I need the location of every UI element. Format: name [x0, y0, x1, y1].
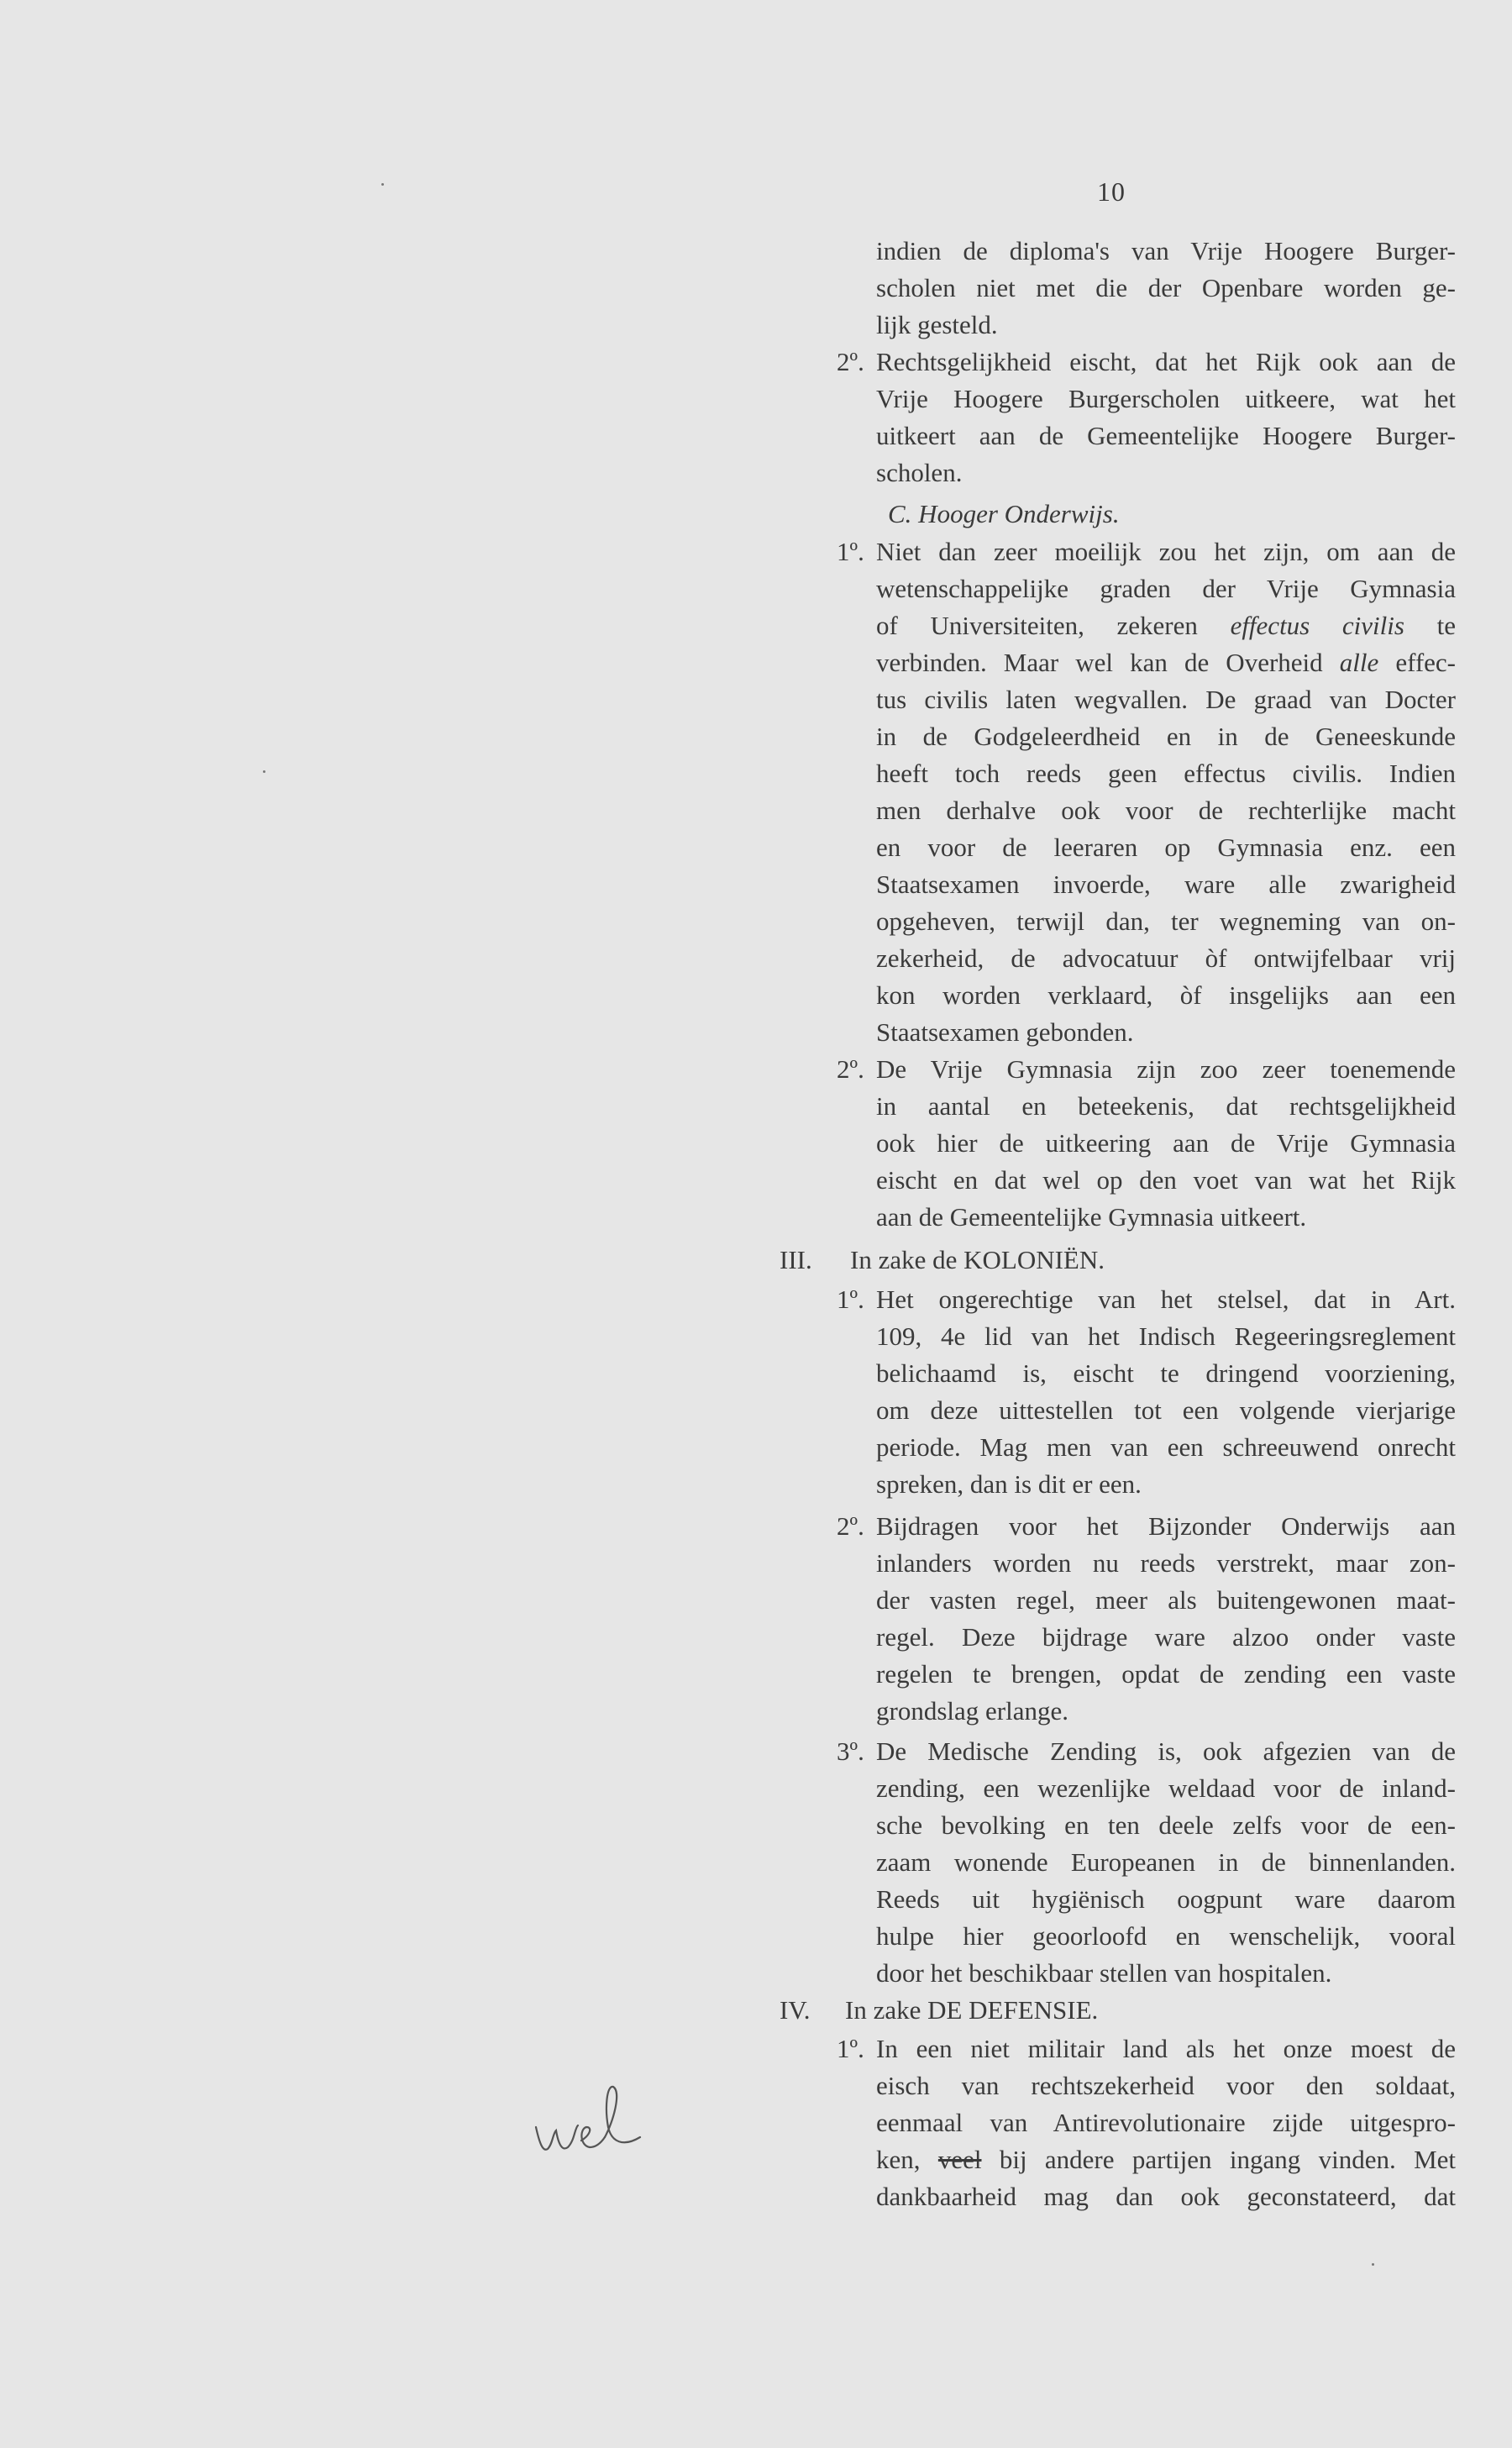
- section-title: In zake de KOLONIËN.: [850, 1245, 1105, 1274]
- paper-speck: [263, 770, 265, 773]
- paper-speck: [381, 183, 384, 186]
- text-line: men derhalve ook voor de rechterlijke macht: [876, 796, 1456, 825]
- text-line: eischt en dat wel op den voet van wat het Rijk: [876, 1165, 1456, 1195]
- text-line: heeft toch reeds geen effectus civilis. Indien: [876, 759, 1456, 788]
- text-line: eenmaal van Antirevolutionaire zijde uitgespro-: [876, 2108, 1456, 2137]
- text-line: in aantal en beteekenis, dat rechtsgelijkheid: [876, 1091, 1456, 1121]
- section-number: IV.: [780, 1995, 811, 2025]
- text-line: De Vrije Gymnasia zijn zoo zeer toenemende: [876, 1054, 1456, 1084]
- text-line: zending, een wezenlijke weldaad voor de inland-: [876, 1773, 1456, 1803]
- text-line: Staatsexamen gebonden.: [876, 1017, 1134, 1047]
- item-number: 3º.: [837, 1736, 864, 1766]
- handwritten-margin-note: [531, 2075, 648, 2167]
- item-number: 1º.: [837, 1284, 864, 1314]
- text-line: regelen te brengen, opdat de zending een vaste: [876, 1659, 1456, 1689]
- item-number: 2º.: [837, 347, 864, 376]
- text-line strikethrough-line: ken, veel bij andere partijen ingang vinden. Met: [876, 2145, 1456, 2174]
- text-line: Staatsexamen invoerde, ware alle zwarigheid: [876, 869, 1456, 899]
- text-line: door het beschikbaar stellen van hospitalen.: [876, 1958, 1332, 1988]
- text-line: Reeds uit hygiënisch oogpunt ware daarom: [876, 1884, 1456, 1914]
- paper-speck: [1372, 2263, 1374, 2266]
- text-line: Bijdragen voor het Bijzonder Onderwijs aan: [876, 1511, 1456, 1541]
- text-line: en voor de leeraren op Gymnasia enz. een: [876, 833, 1456, 862]
- text-line: lijk gesteld.: [876, 310, 998, 339]
- text-line: belichaamd is, eischt te dringend voorziening,: [876, 1358, 1456, 1388]
- text-line: eisch van rechtszekerheid voor den soldaat,: [876, 2071, 1456, 2100]
- item-number: 2º.: [837, 1054, 864, 1084]
- text-line: scholen.: [876, 458, 963, 487]
- text-line: periode. Mag men van een schreeuwend onrecht: [876, 1432, 1456, 1462]
- text-line: Rechtsgelijkheid eischt, dat het Rijk ook aan de: [876, 347, 1456, 376]
- text-line: inlanders worden nu reeds verstrekt, maar zon-: [876, 1548, 1456, 1578]
- section-number: III.: [780, 1245, 812, 1274]
- text-line: hulpe hier geoorloofd en wenschelijk, vooral: [876, 1921, 1456, 1951]
- text-line: wetenschappelijke graden der Vrije Gymnasia: [876, 574, 1456, 603]
- text-line: Vrije Hoogere Burgerscholen uitkeere, wat het: [876, 384, 1456, 413]
- text-line: spreken, dan is dit er een.: [876, 1469, 1142, 1499]
- page-number: 10: [1097, 176, 1126, 207]
- text-line: ook hier de uitkeering aan de Vrije Gymnasia: [876, 1128, 1456, 1158]
- section-title: In zake DE DEFENSIE.: [845, 1995, 1099, 2025]
- text-line: scholen niet met die der Openbare worden ge-: [876, 273, 1456, 302]
- text-line: De Medische Zending is, ook afgezien van de: [876, 1736, 1456, 1766]
- text-line: verbinden. Maar wel kan de Overheid alle effec-: [876, 648, 1457, 677]
- text-line: der vasten regel, meer als buitengewonen maat-: [876, 1585, 1456, 1615]
- text-line: tus civilis laten wegvallen. De graad van Docter: [876, 685, 1456, 714]
- section-heading: C. Hooger Onderwijs.: [888, 499, 1120, 528]
- text-line: in de Godgeleerdheid en in de Geneeskunde: [876, 722, 1456, 751]
- text-line: regel. Deze bijdrage ware alzoo onder vaste: [876, 1622, 1456, 1652]
- text-line: opgeheven, terwijl dan, ter wegneming van on-: [876, 906, 1456, 936]
- text-line: sche bevolking en ten deele zelfs voor de een-: [876, 1810, 1456, 1840]
- text-line: 109, 4e lid van het Indisch Regeeringsreglement: [876, 1321, 1456, 1351]
- text-line: kon worden verklaard, òf insgelijks aan een: [876, 980, 1456, 1010]
- item-number: 1º.: [837, 537, 864, 566]
- text-line: uitkeert aan de Gemeentelijke Hoogere Burger-: [876, 421, 1456, 450]
- text-line: zaam wonende Europeanen in de binnenlanden.: [876, 1847, 1456, 1877]
- item-number: 2º.: [837, 1511, 864, 1541]
- text-line: grondslag erlange.: [876, 1696, 1068, 1726]
- text-line: zekerheid, de advocatuur òf ontwijfelbaar vrij: [876, 943, 1456, 973]
- text-line: of Universiteiten, zekeren effectus civilis te: [876, 611, 1456, 640]
- text-line: dankbaarheid mag dan ook geconstateerd, dat: [876, 2182, 1456, 2211]
- text-line: om deze uittestellen tot een volgende vierjarige: [876, 1395, 1456, 1425]
- item-number: 1º.: [837, 2034, 864, 2063]
- text-line: Niet dan zeer moeilijk zou het zijn, om aan de: [876, 537, 1456, 566]
- text-line: aan de Gemeentelijke Gymnasia uitkeert.: [876, 1202, 1307, 1232]
- text-line: indien de diploma's van Vrije Hoogere Burger-: [876, 236, 1456, 265]
- text-line: In een niet militair land als het onze moest de: [876, 2034, 1456, 2063]
- text-line: Het ongerechtige van het stelsel, dat in Art.: [876, 1284, 1456, 1314]
